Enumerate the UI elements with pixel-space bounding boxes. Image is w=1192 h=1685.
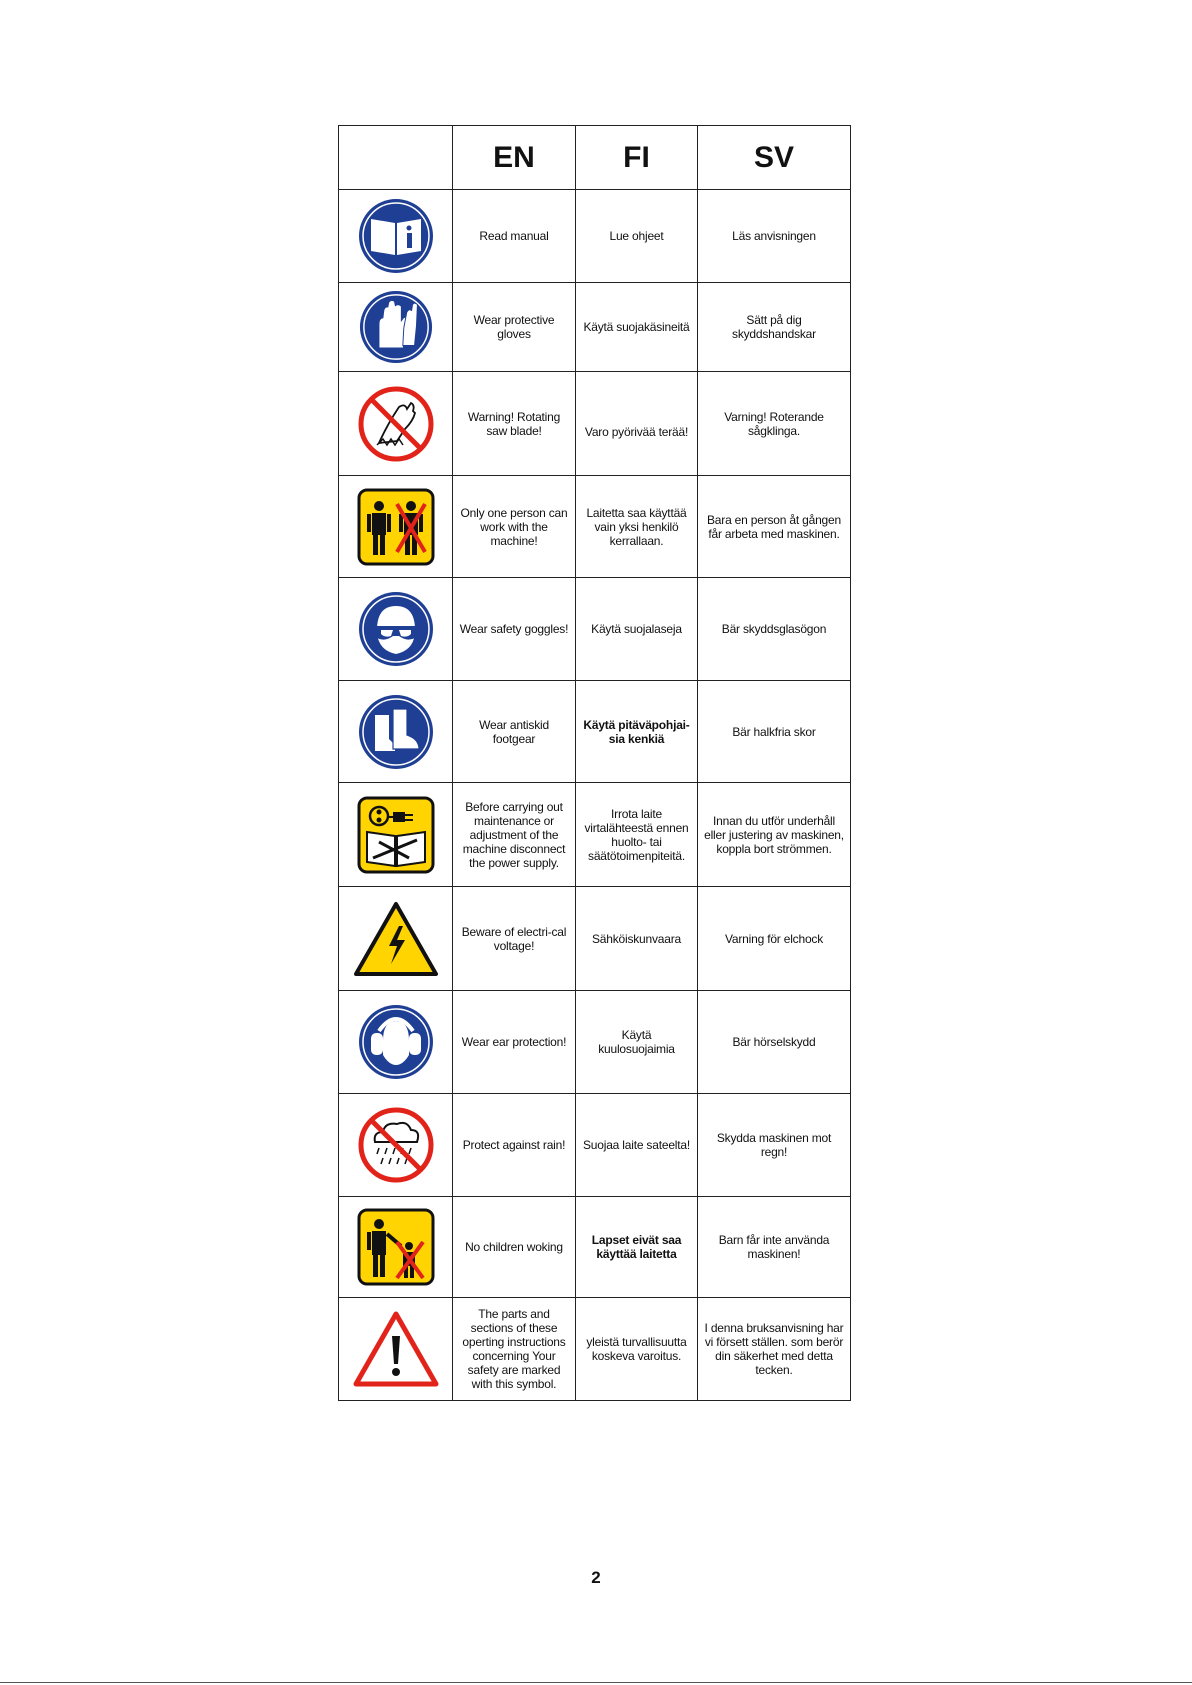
header-en: EN (453, 126, 576, 190)
table-row (339, 1298, 851, 1401)
fi-text: Lue ohjeet (576, 190, 698, 283)
en-text: Protect against rain! (453, 1094, 576, 1197)
en-text: Read manual (453, 190, 576, 283)
bottom-divider (0, 1682, 1192, 1683)
table-row (339, 681, 851, 783)
en-text: No children woking (453, 1197, 576, 1298)
header-sv: SV (698, 126, 851, 190)
electric-voltage-icon (353, 900, 439, 978)
en-text: Wear ear protection! (453, 991, 576, 1094)
sv-text: Varning! Roterande sågklinga. (698, 372, 851, 476)
fi-text: Laitetta saa käyttää vain yksi henkilö kerrallaan. (576, 476, 698, 578)
no-children-icon (357, 1208, 435, 1286)
header-fi: FI (576, 126, 698, 190)
sv-text: I denna bruksanvisning har vi försett ställen. som berör din säkerhet med detta tecken. (698, 1298, 851, 1401)
fi-text: Suojaa laite sateelta! (576, 1094, 698, 1197)
read-manual-icon (357, 197, 435, 275)
fi-text: Lapset eivät saa käyttää laitetta (576, 1197, 698, 1298)
sv-text: Varning för elchock (698, 887, 851, 991)
one-person-only-icon (357, 488, 435, 566)
en-text: The parts and sections of these operting instructions concerning Your safety are marked with this symbol. (453, 1298, 576, 1401)
general-warning-icon (353, 1310, 439, 1388)
sv-text: Sätt på dig skyddshandskar (698, 283, 851, 372)
fi-text: Sähköiskunvaara (576, 887, 698, 991)
ear-protection-icon (357, 1003, 435, 1081)
fi-text: Käytä pitäväpohjai-sia kenkiä (576, 681, 698, 783)
sv-text: Bär skyddsglasögon (698, 578, 851, 681)
fi-text: Irrota laite virtalähteestä ennen huolto- tai säätötoimenpiteitä. (576, 783, 698, 887)
fi-text: Käytä suojalaseja (576, 578, 698, 681)
en-text: Beware of electri-cal voltage! (453, 887, 576, 991)
sv-text: Bär hörselskydd (698, 991, 851, 1094)
en-text: Warning! Rotating saw blade! (453, 372, 576, 476)
en-text: Wear safety goggles! (453, 578, 576, 681)
en-text: Only one person can work with the machine! (453, 476, 576, 578)
table-row (339, 283, 851, 372)
table-row (339, 783, 851, 887)
page-number: 2 (591, 1568, 601, 1587)
table-row (339, 578, 851, 681)
sv-text: Innan du utför underhåll eller justering av maskinen, koppla bort strömmen. (698, 783, 851, 887)
fi-text: Käytä suojakäsineitä (576, 283, 698, 372)
en-text: Wear protective gloves (453, 283, 576, 372)
antiskid-footgear-icon (357, 693, 435, 771)
table-row (339, 476, 851, 578)
table-row (339, 1094, 851, 1197)
sv-text: Läs anvisningen (698, 190, 851, 283)
table-row (339, 1197, 851, 1298)
fi-text: yleistä turvallisuutta koskeva varoitus. (576, 1298, 698, 1401)
table-row (339, 991, 851, 1094)
header-row (339, 126, 851, 190)
sv-text: Bär halkfria skor (698, 681, 851, 783)
sv-text: Bara en person åt gången får arbeta med maskinen. (698, 476, 851, 578)
sv-text: Barn får inte använda maskinen! (698, 1197, 851, 1298)
fi-text: Varo pyörivää terää! (576, 372, 698, 476)
en-text: Wear antiskid footgear (453, 681, 576, 783)
table-row (339, 190, 851, 283)
table-row (339, 372, 851, 476)
table-row (339, 887, 851, 991)
disconnect-power-icon (357, 796, 435, 874)
en-text: Before carrying out maintenance or adjustment of the machine disconnect the power supply. (453, 783, 576, 887)
no-rain-icon (357, 1106, 435, 1184)
safety-goggles-icon (357, 590, 435, 668)
safety-symbols-table (338, 125, 851, 1401)
fi-text: Käytä kuulosuojaimia (576, 991, 698, 1094)
rotating-blade-warning-icon (357, 385, 435, 463)
protective-gloves-icon (358, 289, 434, 365)
header-icon-column (339, 126, 453, 190)
sv-text: Skydda maskinen mot regn! (698, 1094, 851, 1197)
